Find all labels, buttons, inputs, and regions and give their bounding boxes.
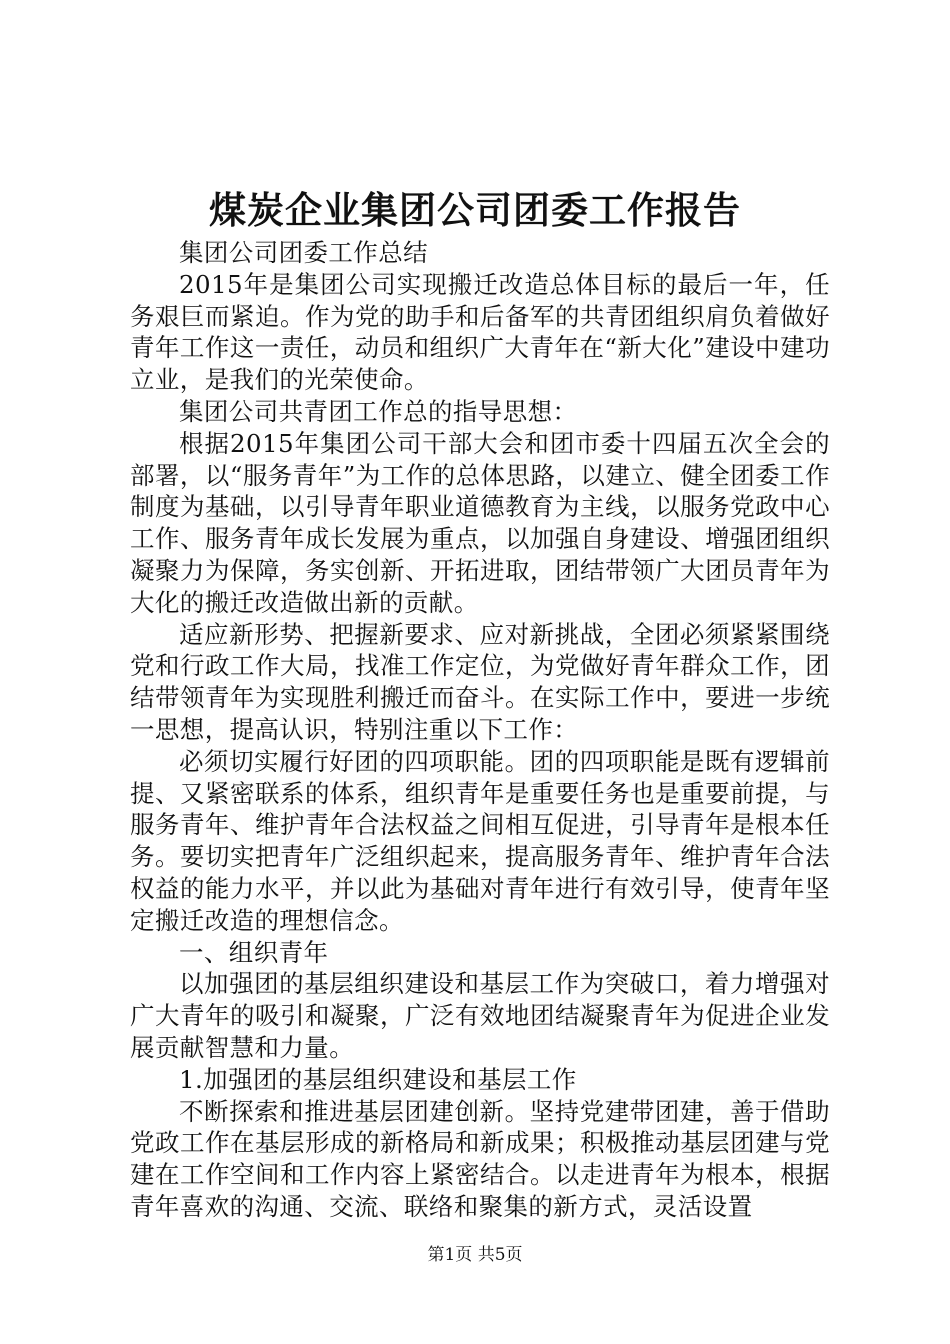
document-title: 煤炭企业集团公司团委工作报告 xyxy=(209,188,741,232)
paragraph: 适应新形势、把握新要求、应对新挑战，全团必须紧紧围绕党和行政工作大局，找准工作定位，为党做好青年群众工作，团结带领青年为实现胜利搬迁而奋斗。在实际工作中，要进一步统一思想，提高认识，特别注重以下工作： xyxy=(130,619,830,744)
page-footer: 第1页 共5页 xyxy=(427,1245,523,1265)
subsection-heading: 1.加强团的基层组织建设和基层工作 xyxy=(179,1064,577,1094)
paragraph: 集团公司团委工作总结 xyxy=(179,238,428,267)
paragraph: 以加强团的基层组织建设和基层工作为突破口，着力增强对广大青年的吸引和凝聚，广泛有效地团结凝聚青年为促进企业发展贡献智慧和力量。 xyxy=(130,969,830,1062)
paragraph: 根据2015年集团公司干部大会和团市委十四届五次全会的部署，以“服务青年”为工作的总体思路，以建立、健全团委工作制度为基础，以引导青年职业道德教育为主线，以服务党政中心工作、服务青年成长发展为重点，以加强自身建设、增强团组织凝聚力为保障，务实创新、开拓进取，团结带领广大团员青年为大化的搬迁改造做出新的贡献。 xyxy=(130,428,830,617)
paragraph: 2015年是集团公司实现搬迁改造总体目标的最后一年，任务艰巨而紧迫。作为党的助手和后备军的共青团组织肩负着做好青年工作这一责任，动员和组织广大青年在“新大化”建设中建功立业，是我们的光荣使命。 xyxy=(130,269,830,395)
paragraph: 不断探索和推进基层团建创新。坚持党建带团建，善于借助党政工作在基层形成的新格局和新成果；积极推动基层团建与党建在工作空间和工作内容上紧密结合。以走进青年为根本，根据青年喜欢的沟通、交流、联络和聚集的新方式，灵活设置 xyxy=(130,1096,830,1221)
document-body xyxy=(130,237,830,1223)
paragraph: 必须切实履行好团的四项职能。团的四项职能是既有逻辑前提、又紧密联系的体系，组织青年是重要任务也是重要前提，与服务青年、维护青年合法权益之间相互促进，引导青年是根本任务。要切实把青年广泛组织起来，提高服务青年、维护青年合法权益的能力水平，并以此为基础对青年进行有效引导，使青年坚定搬迁改造的理想信念。 xyxy=(130,746,830,935)
paragraph: 集团公司共青团工作总的指导思想： xyxy=(179,396,578,426)
section-heading: 一、组织青年 xyxy=(179,937,329,967)
